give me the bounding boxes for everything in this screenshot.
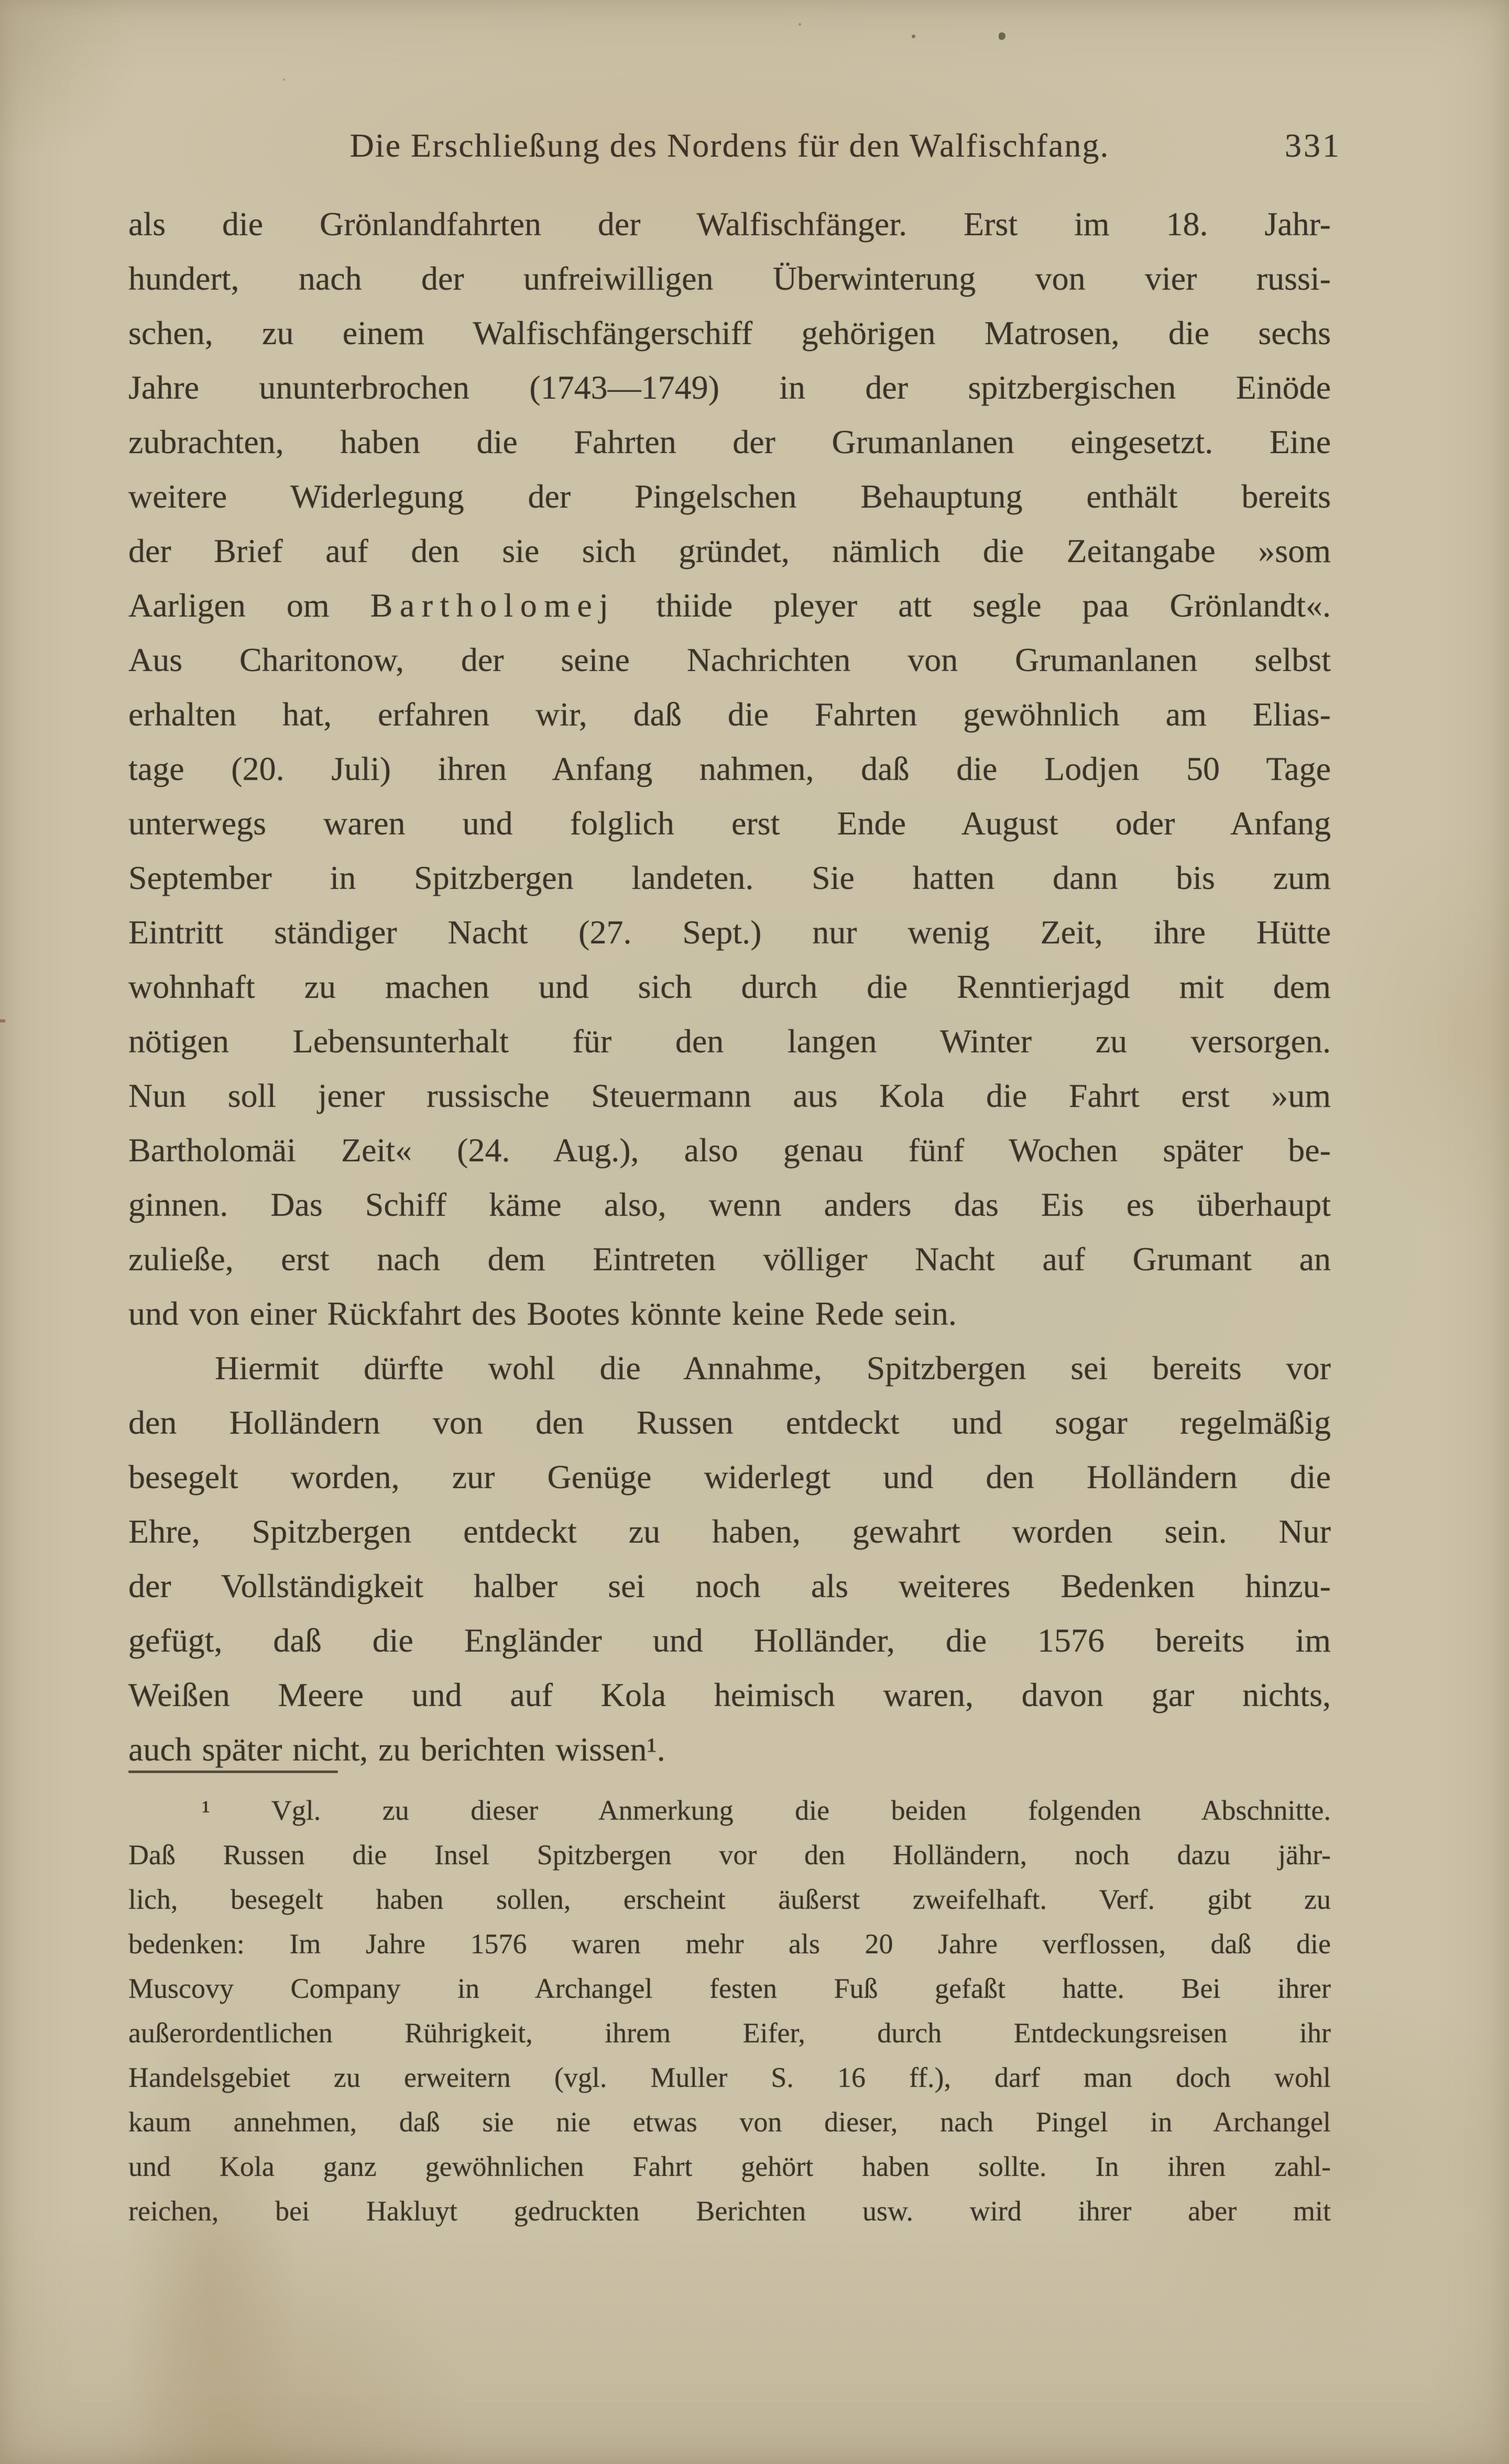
- body-line: den Holländern von den Russen entdeckt und sogar regelmäßig: [128, 1404, 1331, 1441]
- footnote-line: lich, besegelt haben sollen, erscheint äußerst zweifelhaft. Verf. gibt zu: [128, 1884, 1331, 1915]
- body-line: tage (20. Juli) ihren Anfang nahmen, daß die Lodjen 50 Tage: [128, 750, 1331, 787]
- body-line: schen, zu einem Walfischfängerschiff gehörigen Matrosen, die sechs: [128, 314, 1331, 351]
- footnote: [128, 1788, 1331, 2234]
- body-line: erhalten hat, erfahren wir, daß die Fahrten gewöhnlich am Elias-: [128, 696, 1331, 733]
- running-title: Die Erschließung des Nordens für den Walfischfang.: [349, 127, 1110, 164]
- dust-speck: [912, 35, 915, 38]
- body-line: Eintritt ständiger Nacht (27. Sept.) nur wenig Zeit, ihre Hütte: [128, 914, 1331, 951]
- footnote-line: Muscovy Company in Archangel festen Fuß gefaßt hatte. Bei ihrer: [128, 1973, 1331, 2004]
- page-number: 331: [1285, 127, 1341, 164]
- body-line: zubrachten, haben die Fahrten der Grumanlanen eingesetzt. Eine: [128, 423, 1331, 460]
- footnote-separator: [128, 1770, 338, 1773]
- footnote-line: bedenken: Im Jahre 1576 waren mehr als 20 Jahre verflossen, daß die: [128, 1928, 1331, 1960]
- footnote-line: Handelsgebiet zu erweitern (vgl. Muller S. 16 ff.), darf man doch wohl: [128, 2062, 1331, 2093]
- body-line: der Brief auf den sie sich gründet, nämlich die Zeitangabe »som: [128, 532, 1331, 569]
- body-line: auch später nicht, zu berichten wissen¹.: [128, 1731, 665, 1768]
- footnote-line: und Kola ganz gewöhnlichen Fahrt gehört haben sollte. In ihren zahl-: [128, 2151, 1331, 2182]
- body-line: Nun soll jener russische Steuermann aus Kola die Fahrt erst »um: [128, 1077, 1331, 1114]
- body-line: ginnen. Das Schiff käme also, wenn anders das Eis es überhaupt: [128, 1186, 1331, 1223]
- body-line: hundert, nach der unfreiwilligen Überwinterung von vier russi-: [128, 260, 1331, 297]
- footnote-line: kaum annehmen, daß sie nie etwas von dieser, nach Pingel in Archangel: [128, 2106, 1331, 2138]
- body-line: Ehre, Spitzbergen entdeckt zu haben, gewahrt worden sein. Nur: [128, 1513, 1331, 1550]
- dust-speck: [283, 79, 285, 81]
- body-line: Jahre ununterbrochen (1743—1749) in der spitzbergischen Einöde: [128, 369, 1331, 406]
- body-line: September in Spitzbergen landeten. Sie hatten dann bis zum: [128, 859, 1331, 896]
- body-line: unterwegs waren und folglich erst Ende August oder Anfang: [128, 805, 1331, 842]
- body-line: der Vollständigkeit halber sei noch als weiteres Bedenken hinzu-: [128, 1567, 1331, 1604]
- body-line: zuließe, erst nach dem Eintreten völliger Nacht auf Grumant an: [128, 1240, 1331, 1278]
- body-text: [128, 197, 1331, 1777]
- dust-speck: [799, 23, 801, 26]
- body-line: wohnhaft zu machen und sich durch die Renntierjagd mit dem: [128, 968, 1331, 1005]
- page-header: [128, 123, 1341, 168]
- footnote-line: Daß Russen die Insel Spitzbergen vor den Holländern, noch dazu jähr-: [128, 1839, 1331, 1871]
- page-edge-mark: [0, 1019, 5, 1022]
- body-line: Weißen Meere und auf Kola heimisch waren, davon gar nichts,: [128, 1676, 1331, 1713]
- dust-speck: [999, 32, 1005, 40]
- body-line: Bartholomäi Zeit« (24. Aug.), also genau fünf Wochen später be-: [128, 1131, 1331, 1169]
- body-line: als die Grönlandfahrten der Walfischfänger. Erst im 18. Jahr-: [128, 205, 1331, 243]
- body-line: Hiermit dürfte wohl die Annahme, Spitzbergen sei bereits vor: [215, 1349, 1331, 1387]
- body-line: Aarligen om Bartholomej thiide pleyer att segle paa Grönlandt«.: [128, 587, 1331, 624]
- footnote-line: außerordentlichen Rührigkeit, ihrem Eifer, durch Entdeckungsreisen ihr: [128, 2017, 1331, 2049]
- body-line: nötigen Lebensunterhalt für den langen Winter zu versorgen.: [128, 1022, 1331, 1060]
- footnote-line: reichen, bei Hakluyt gedruckten Berichten usw. wird ihrer aber mit: [128, 2195, 1331, 2227]
- body-line: gefügt, daß die Engländer und Holländer, die 1576 bereits im: [128, 1622, 1331, 1659]
- footnote-line: ¹ Vgl. zu dieser Anmerkung die beiden folgenden Abschnitte.: [202, 1795, 1331, 1826]
- body-line: Aus Charitonow, der seine Nachrichten von Grumanlanen selbst: [128, 641, 1331, 678]
- body-line: weitere Widerlegung der Pingelschen Behauptung enthält bereits: [128, 478, 1331, 515]
- body-line: besegelt worden, zur Genüge widerlegt und den Holländern die: [128, 1458, 1331, 1495]
- body-line: und von einer Rückfahrt des Bootes könnte keine Rede sein.: [128, 1295, 957, 1332]
